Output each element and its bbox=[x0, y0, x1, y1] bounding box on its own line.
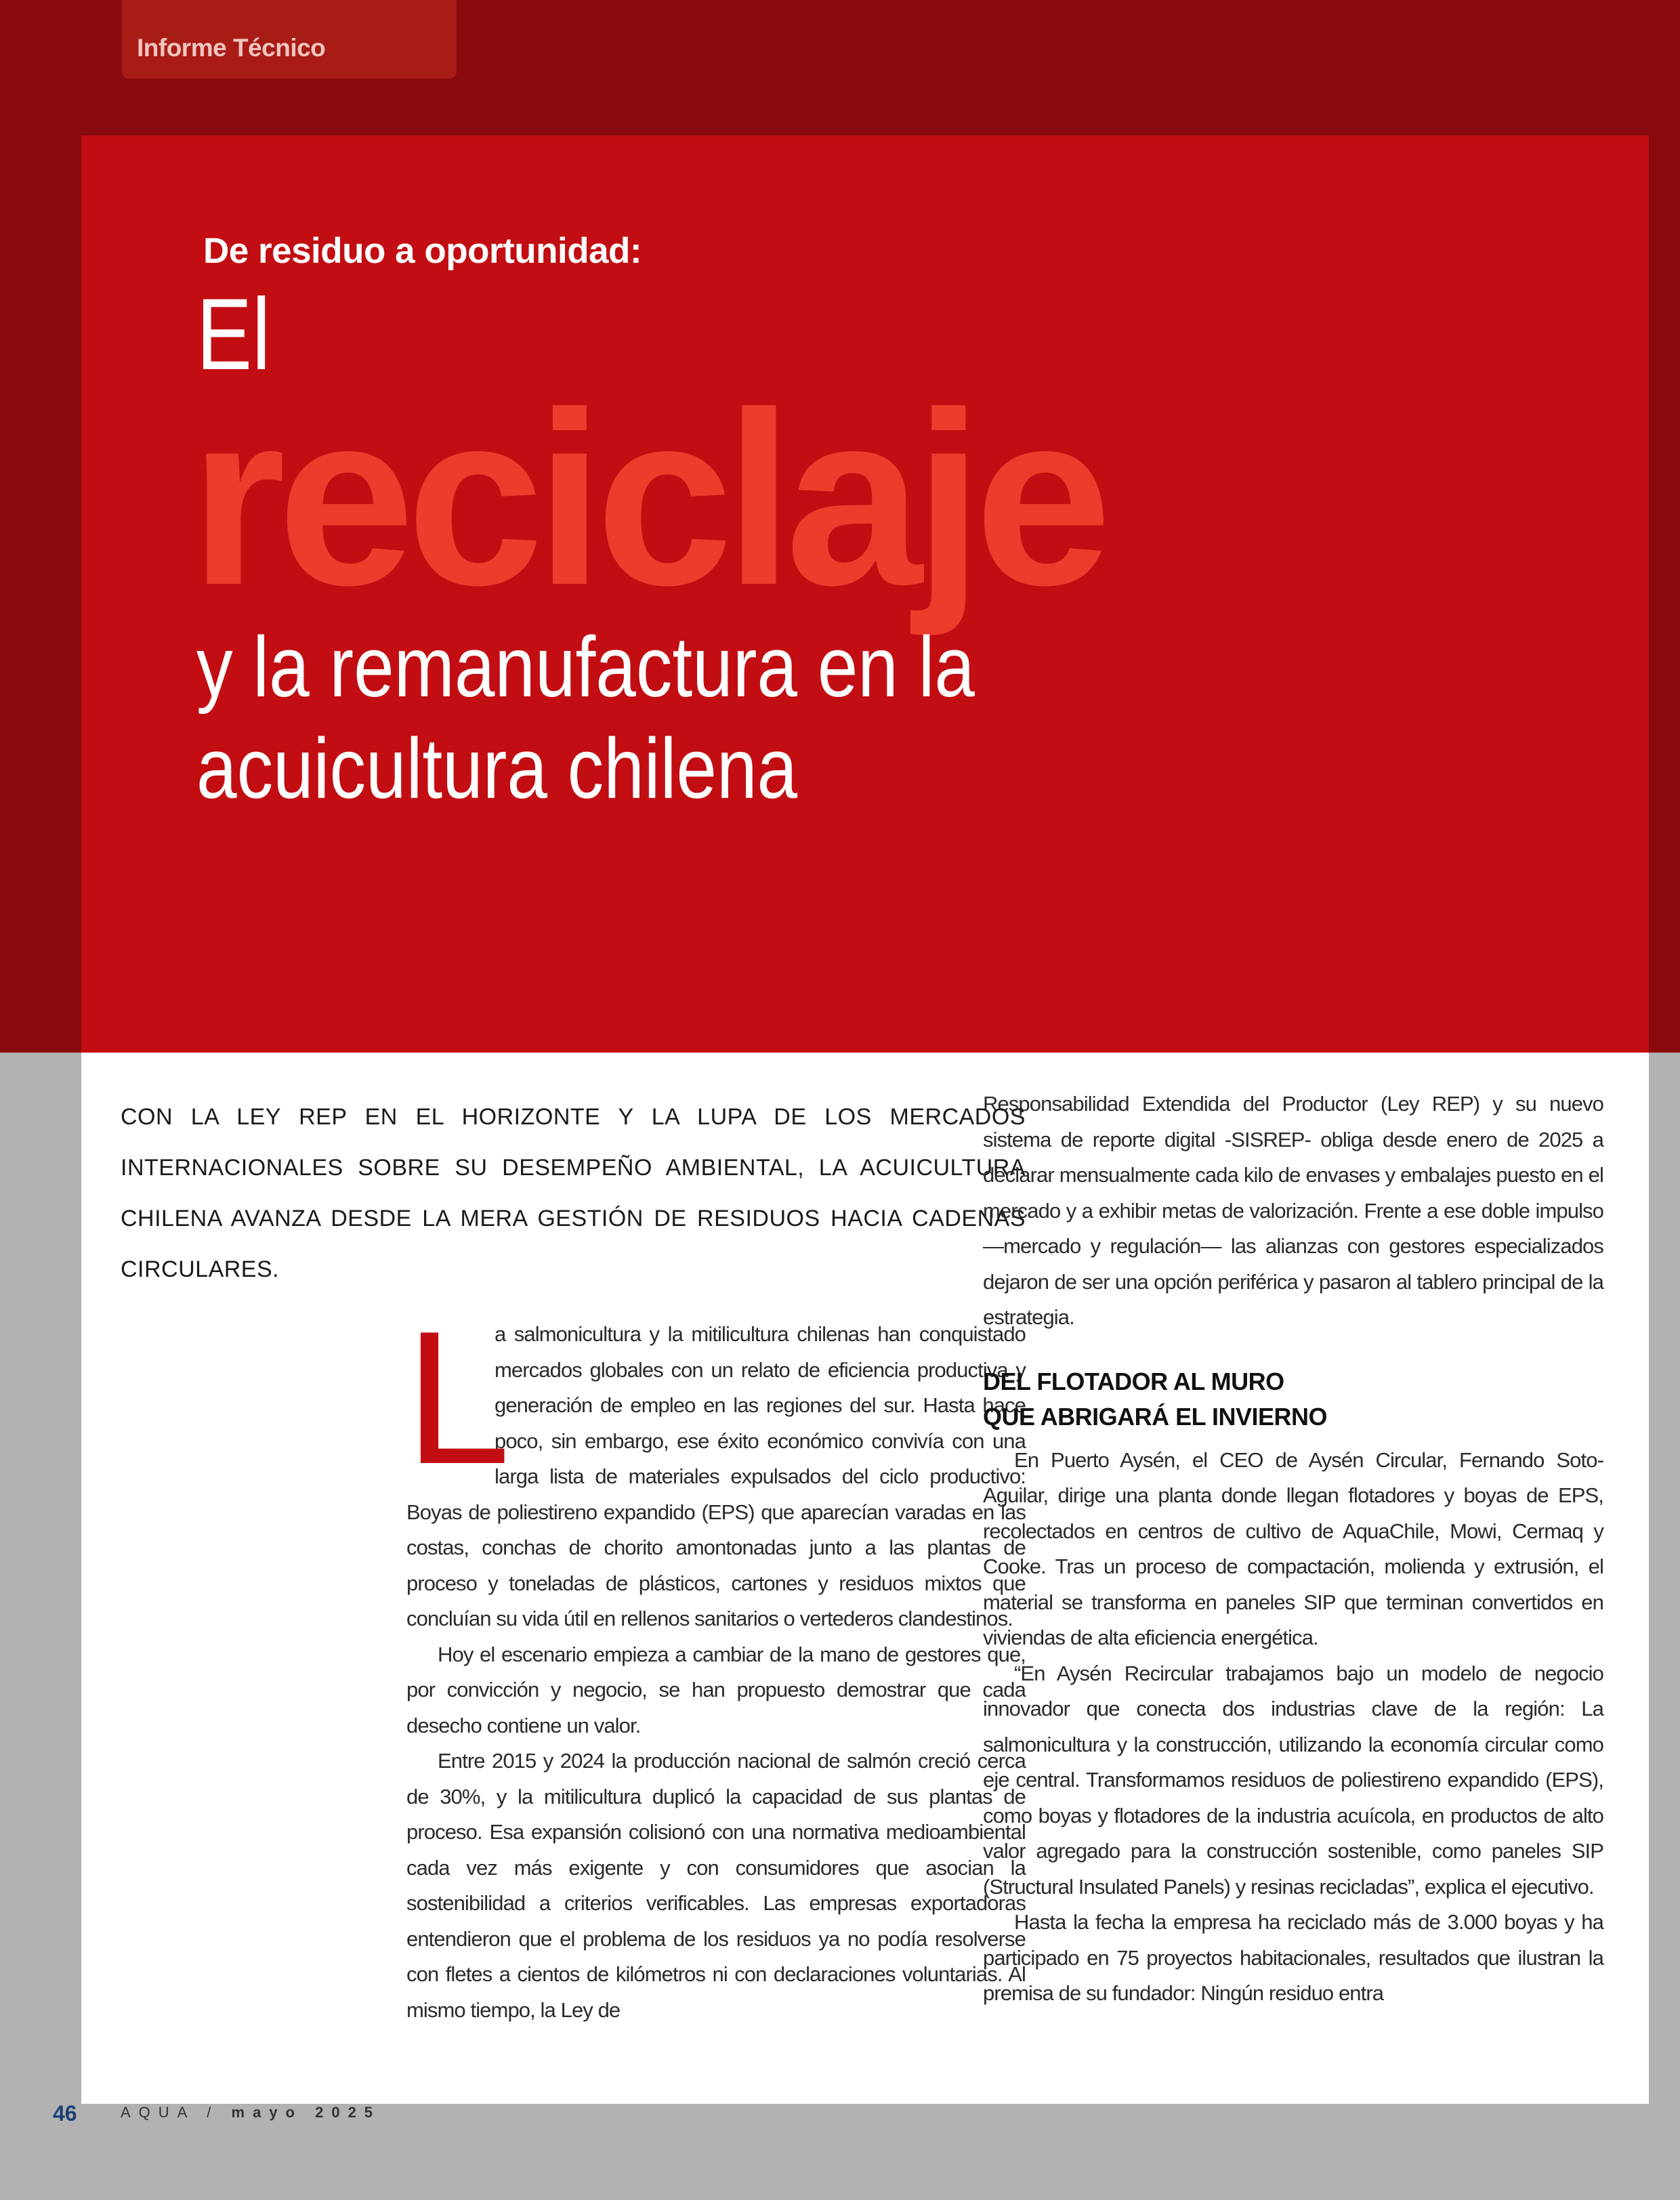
section-tab bbox=[122, 0, 457, 79]
body-paragraph-5: En Puerto Aysén, el CEO de Aysén Circular, Fernando Soto-Aguilar, dirige una planta donde llegan flotadores y boyas de EPS, recolectados en centros de cultivo de AquaChile, Mowi, Cermaq y Cooke. Tras un proceso de compactación, molienda y extrusión, el material se transforma en paneles SIP que terminan convertidos en viviendas de alta eficiencia energética. bbox=[983, 1447, 1603, 1649]
body-paragraph-7: Hasta la fecha la empresa ha reciclado más de 3.000 boyas y ha participado en 75 proyectos habitacionales, resultados que ilustran la premisa de su fundador: Ningún residuo entra bbox=[983, 1910, 1603, 2005]
body-paragraph-1: L a salmonicultura y la mitilicultura chilenas han conquistado mercados globales con un relato de eficiencia productiva y generación de empleo en las regiones del sur. Hasta hace poco, sin embargo, ese éxito económico convivía con una larga lista de materiales expulsados del ciclo productivo: Boyas de poliestireno expandido (EPS) que aparecían varadas en las costas, conchas de chorito amontonadas junto a las plantas de proceso y toneladas de plásticos, cartones y residuos mixtos que concluían su vida útil en rellenos sanitarios o vertederos clandestinos. bbox=[405, 1292, 1026, 1630]
title-line-4: acuicultura chilena bbox=[196, 721, 798, 816]
title-line-2: reciclaje bbox=[190, 361, 1104, 637]
title-subtitle bbox=[196, 616, 975, 820]
hero-panel bbox=[81, 135, 1649, 1053]
footer-separator: / bbox=[207, 2104, 219, 2121]
issue-date: mayo 2025 bbox=[231, 2104, 381, 2121]
body-paragraph-2: Hoy el escenario empieza a cambiar de la mano de gestores que, por convicción y negocio, se han propuesto demostrar que cada desecho contiene un valor. bbox=[406, 1642, 1026, 1737]
lead-paragraph: CON LA LEY REP EN EL HORIZONTE Y LA LUPA DE LOS MERCADOS INTERNACIONALES SOBRE SU DESEMPEÑO AMBIENTAL, LA ACUICULTURA CHILENA AVANZA DESDE LA MERA GESTIÓN DE RESIDUOS HACIA CADENAS CIRCULARES. bbox=[121, 1104, 1026, 1282]
footer-publication bbox=[121, 2104, 381, 2121]
magazine-name: AQUA bbox=[121, 2104, 195, 2121]
page-number: 46 bbox=[53, 2101, 77, 2125]
body-column-1 bbox=[405, 1292, 1026, 2028]
title-line-3: y la remanufactura en la bbox=[196, 619, 975, 715]
body-paragraph-4: Responsabilidad Extendida del Productor (Ley REP) y su nuevo sistema de reporte digital -SISREP- obliga desde enero de 2025 a declarar mensualmente cada kilo de envases y embalajes puesto en el mercado y a exhibir metas de valorización. Frente a ese doble impulso —mercado y regulación— las alianzas con gestores especializados dejaron de ser una opción periférica y pasaron al tablero principal de la estrategia. bbox=[983, 1092, 1603, 1329]
article-sheet bbox=[81, 1053, 1649, 2104]
section-label: Informe Técnico bbox=[137, 34, 326, 62]
body-column-2 bbox=[983, 1086, 1603, 2012]
drop-cap: L bbox=[405, 1292, 510, 1504]
section-subhead: DEL FLOTADOR AL MURO QUE ABRIGARÁ EL INVIERNO bbox=[983, 1367, 1328, 1431]
title-line-1: El bbox=[196, 277, 271, 391]
kicker: De residuo a oportunidad: bbox=[203, 231, 642, 271]
body-paragraph-6: “En Aysén Recircular trabajamos bajo un modelo de negocio innovador que conecta dos industrias clave de la región: La salmonicultura y la construcción, utilizando la economía circular como eje central. Transformamos residuos de poliestireno expandido (EPS), como boyas y flotadores de la industria acuícola, en productos de alto valor agregado para la construcción sostenible, como paneles SIP (Structural Insulated Panels) y resinas recicladas”, explica el ejecutivo. bbox=[983, 1661, 1603, 1899]
body-paragraph-3: Entre 2015 y 2024 la producción nacional de salmón creció cerca de 30%, y la mitilicultura duplicó la capacidad de sus plantas de proceso. Esa expansión colisionó con una normativa medioambiental cada vez más exigente y con consumidores que asocian la sostenibilidad a criterios verificables. Las empresas exportadoras entendieron que el problema de los residuos ya no podía resolverse con fletes a cientos de kilómetros ni con declaraciones voluntarias. Al mismo tiempo, la Ley de bbox=[406, 1749, 1026, 2022]
